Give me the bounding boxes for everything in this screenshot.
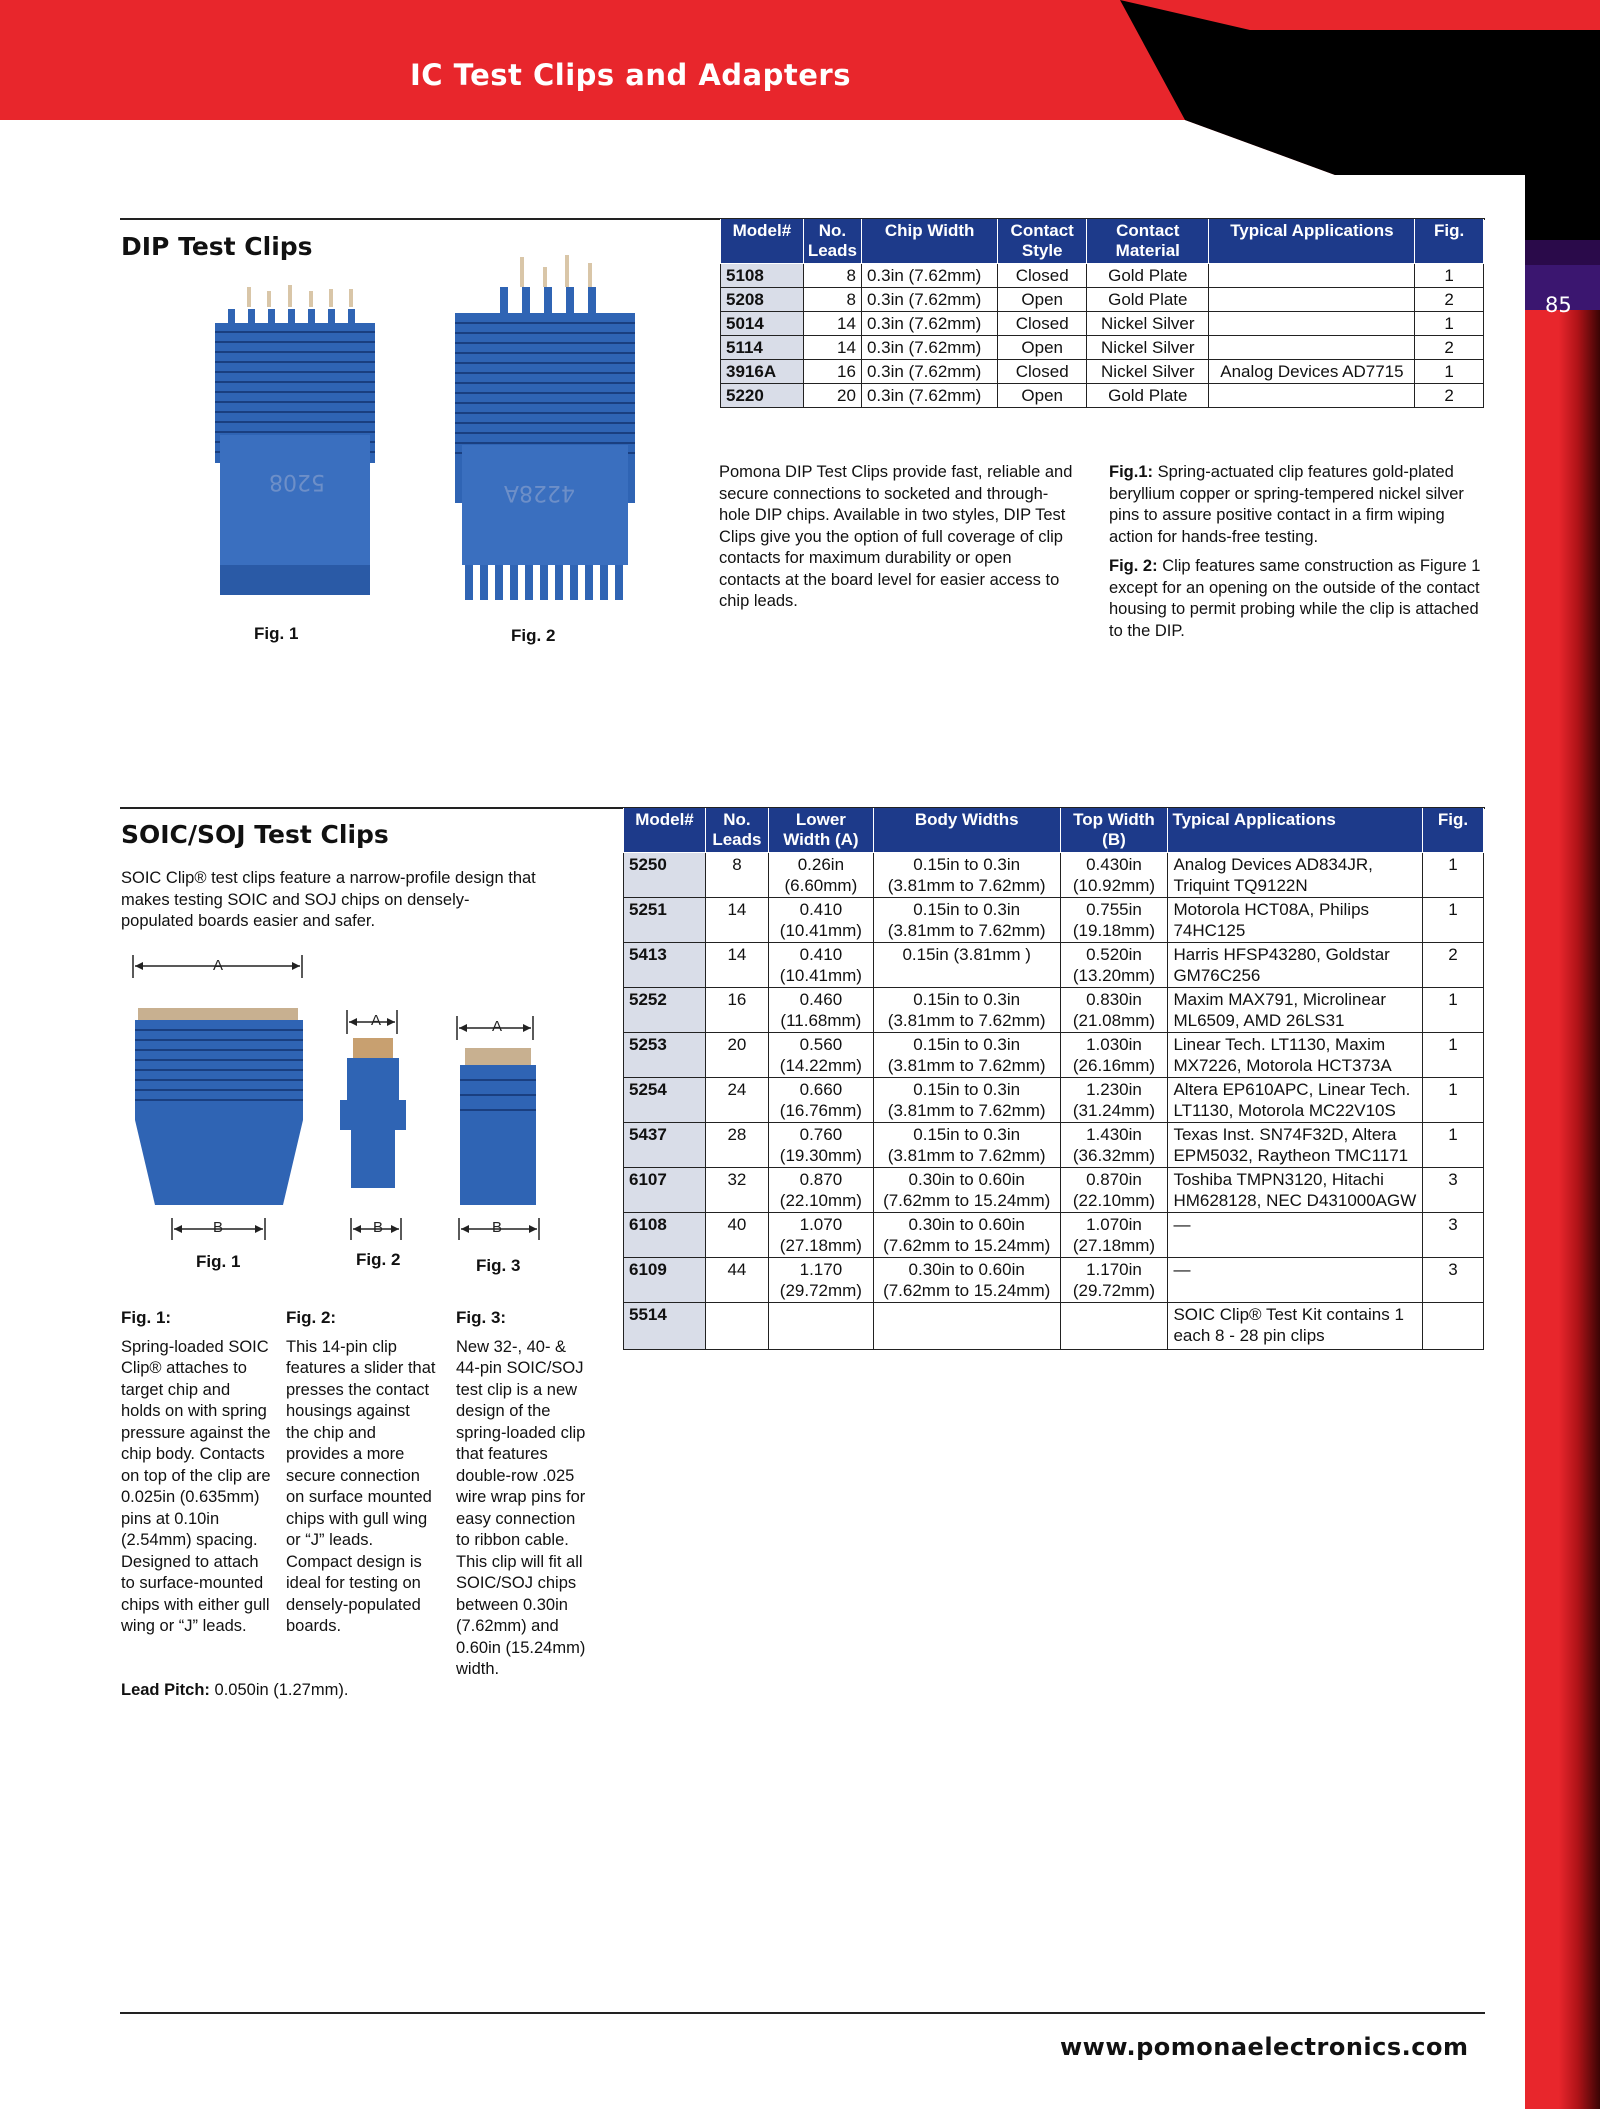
table-cell: 14 [705, 898, 768, 943]
model-cell: 5254 [624, 1078, 706, 1123]
dip-description: Pomona DIP Test Clips provide fast, reliable and secure connections to socketed and through-hole DIP chips. Available in two styles, DIP Test Clips give you the option of full coverage of clip contacts for maximum durability or open contacts at the board level for easier access to chip leads. [719, 463, 1073, 610]
clip-marking: 4228A [503, 480, 575, 505]
table-cell: 1 [1423, 988, 1484, 1033]
lead-pitch [121, 1680, 348, 1702]
table-cell [873, 1303, 1060, 1350]
footer-rule [120, 2012, 1485, 2014]
table-cell: 1.230in (31.24mm) [1060, 1078, 1168, 1123]
table-cell [705, 1303, 768, 1350]
model-cell: 5250 [624, 853, 706, 898]
table-cell: 8 [803, 288, 861, 312]
table-cell: 2 [1423, 943, 1484, 988]
table-cell: 1 [1423, 853, 1484, 898]
col-header: Fig. [1415, 219, 1484, 264]
table-cell [1209, 312, 1415, 336]
table-cell: 0.520in (13.20mm) [1060, 943, 1168, 988]
table-cell [1209, 336, 1415, 360]
table-cell: 14 [803, 312, 861, 336]
table-cell: 1.170 (29.72mm) [768, 1258, 873, 1303]
page-number: 85 [1545, 293, 1572, 317]
col-header: Top Width (B) [1060, 808, 1168, 853]
table-row [624, 1033, 1484, 1078]
dip-fig2-caption [1109, 556, 1484, 642]
page-header-title: IC Test Clips and Adapters [410, 58, 851, 92]
model-cell: 5114 [721, 336, 804, 360]
table-cell: 1 [1415, 264, 1484, 288]
table-cell: 2 [1415, 336, 1484, 360]
table-cell [1209, 384, 1415, 408]
table-cell: — [1168, 1258, 1423, 1303]
col-header: Typical Applications [1168, 808, 1423, 853]
table-cell: Nickel Silver [1087, 336, 1209, 360]
model-cell: 6107 [624, 1168, 706, 1213]
table-cell: 0.15in to 0.3in (3.81mm to 7.62mm) [873, 1078, 1060, 1123]
caption-text: Spring-actuated clip features gold-plated beryllium copper or spring-tempered nickel silver pins to assure positive contact in a firm wiping action for hands-free testing. [1109, 463, 1464, 546]
soic-fig3-caption [456, 1307, 591, 1681]
col-header: Typical Applications [1209, 219, 1415, 264]
table-cell: 1.430in (36.32mm) [1060, 1123, 1168, 1168]
col-header: Model# [624, 808, 706, 853]
soic-section-title: SOIC/SOJ Test Clips [121, 820, 389, 849]
table-cell: 1 [1415, 312, 1484, 336]
table-cell: 0.755in (19.18mm) [1060, 898, 1168, 943]
table-cell: Motorola HCT08A, Philips 74HC125 [1168, 898, 1423, 943]
table-cell: 0.410 (10.41mm) [768, 898, 873, 943]
table-cell: 0.15in (3.81mm ) [873, 943, 1060, 988]
col-header: Fig. [1423, 808, 1484, 853]
col-header: Body Widths [873, 808, 1060, 853]
table-cell: Altera EP610APC, Linear Tech. LT1130, Motorola MC22V10S [1168, 1078, 1423, 1123]
table-row [721, 336, 1484, 360]
table-cell: 8 [803, 264, 861, 288]
table-cell: 0.760 (19.30mm) [768, 1123, 873, 1168]
soic-fig2-caption [286, 1307, 436, 1638]
dip-clip-fig1-image [210, 285, 380, 605]
dim-b-label-3: B [492, 1219, 503, 1236]
col-header: Lower Width (A) [768, 808, 873, 853]
table-cell: Closed [998, 312, 1087, 336]
table-cell: Harris HFSP43280, Goldstar GM76C256 [1168, 943, 1423, 988]
model-cell: 6109 [624, 1258, 706, 1303]
col-header: Contact Style [998, 219, 1087, 264]
soic-img-caption-1: Fig. 1 [196, 1252, 241, 1271]
soic-images [125, 950, 595, 1270]
caption-label: Fig. 3: [456, 1308, 507, 1327]
table-cell: 24 [705, 1078, 768, 1123]
table-cell: 0.15in to 0.3in (3.81mm to 7.62mm) [873, 988, 1060, 1033]
dim-b-label-2: B [373, 1219, 384, 1236]
table-row [624, 1213, 1484, 1258]
table-cell: Gold Plate [1087, 384, 1209, 408]
table-cell: 0.15in to 0.3in (3.81mm to 7.62mm) [873, 1033, 1060, 1078]
table-header-row [721, 219, 1484, 264]
col-header: No. Leads [705, 808, 768, 853]
lead-pitch-value: 0.050in (1.27mm). [214, 1681, 349, 1699]
table-cell: Analog Devices AD834JR, Triquint TQ9122N [1168, 853, 1423, 898]
table-cell: 0.30in to 0.60in (7.62mm to 15.24mm) [873, 1258, 1060, 1303]
table-cell: 1.170in (29.72mm) [1060, 1258, 1168, 1303]
table-row [624, 898, 1484, 943]
table-cell: 0.26in (6.60mm) [768, 853, 873, 898]
table-cell: Open [998, 336, 1087, 360]
table-cell: SOIC Clip® Test Kit contains 1 each 8 - 28 pin clips [1168, 1303, 1423, 1350]
table-cell: 0.430in (10.92mm) [1060, 853, 1168, 898]
dip-clip-fig2-image [450, 255, 640, 615]
table-cell: 2 [1415, 288, 1484, 312]
model-cell: 5437 [624, 1123, 706, 1168]
model-cell: 5208 [721, 288, 804, 312]
table-cell: 14 [803, 336, 861, 360]
table-cell: 0.30in to 0.60in (7.62mm to 15.24mm) [873, 1168, 1060, 1213]
table-cell: 1 [1423, 1033, 1484, 1078]
table-cell [1060, 1303, 1168, 1350]
soic-img-caption-2: Fig. 2 [356, 1250, 401, 1269]
table-cell: 0.3in (7.62mm) [861, 288, 997, 312]
table-cell: 0.15in to 0.3in (3.81mm to 7.62mm) [873, 898, 1060, 943]
table-cell [1423, 1303, 1484, 1350]
table-row [721, 360, 1484, 384]
table-cell: 3 [1423, 1168, 1484, 1213]
table-cell: Texas Inst. SN74F32D, Altera EPM5032, Raytheon TMC1171 [1168, 1123, 1423, 1168]
table-row [624, 1303, 1484, 1350]
table-cell: 0.410 (10.41mm) [768, 943, 873, 988]
table-cell: 16 [803, 360, 861, 384]
col-header: Model# [721, 219, 804, 264]
table-cell: 0.3in (7.62mm) [861, 384, 997, 408]
caption-label: Fig.1: [1109, 463, 1153, 481]
table-cell: 40 [705, 1213, 768, 1258]
table-cell: 20 [803, 384, 861, 408]
table-cell: Analog Devices AD7715 [1209, 360, 1415, 384]
table-cell: 0.870 (22.10mm) [768, 1168, 873, 1213]
model-cell: 5220 [721, 384, 804, 408]
table-row [721, 264, 1484, 288]
table-cell [1209, 264, 1415, 288]
table-cell: 2 [1415, 384, 1484, 408]
table-cell: Maxim MAX791, Microlinear ML6509, AMD 26LS31 [1168, 988, 1423, 1033]
table-cell: 0.660 (16.76mm) [768, 1078, 873, 1123]
caption-label: Fig. 2: [286, 1308, 337, 1327]
table-cell: 1 [1423, 1078, 1484, 1123]
table-cell: 1 [1423, 1123, 1484, 1168]
model-cell: 5252 [624, 988, 706, 1033]
dip-img-caption-1: Fig. 1 [254, 624, 299, 643]
table-row [624, 943, 1484, 988]
clip-marking: 5208 [269, 469, 325, 494]
table-cell [1209, 288, 1415, 312]
table-cell: 1 [1415, 360, 1484, 384]
caption-text: Spring-loaded SOIC Clip® attaches to target chip and holds on with spring pressure against the chip body. Contacts on top of the clip are 0.025in (0.635mm) pins at 0.10in (2.54mm) spacing. Designed to attach to surface-mounted chips with either gull wing or “J” leads. [121, 1337, 271, 1635]
table-cell: Nickel Silver [1087, 360, 1209, 384]
soic-intro: SOIC Clip® test clips feature a narrow-profile design that makes testing SOIC and SOJ chips on densely-populated boards easier and safer. [121, 869, 536, 930]
dip-fig1-caption [1109, 462, 1484, 548]
table-row [624, 853, 1484, 898]
dim-a-label-1: A [213, 957, 224, 974]
table-cell: 1.070in (27.18mm) [1060, 1213, 1168, 1258]
soic-spec-table [623, 808, 1484, 1350]
table-cell: 1.070 (27.18mm) [768, 1213, 873, 1258]
side-bar [1525, 310, 1600, 2109]
table-cell: 0.830in (21.08mm) [1060, 988, 1168, 1033]
table-cell: 3 [1423, 1258, 1484, 1303]
table-cell: 0.3in (7.62mm) [861, 336, 997, 360]
table-cell: 28 [705, 1123, 768, 1168]
table-cell: 8 [705, 853, 768, 898]
table-cell: Toshiba TMPN3120, Hitachi HM628128, NEC D431000AGW [1168, 1168, 1423, 1213]
table-cell: Gold Plate [1087, 288, 1209, 312]
dim-a-label-2: A [371, 1012, 382, 1029]
col-header: Contact Material [1087, 219, 1209, 264]
table-cell: Linear Tech. LT1130, Maxim MX7226, Motorola HCT373A [1168, 1033, 1423, 1078]
model-cell: 5251 [624, 898, 706, 943]
table-cell: 0.3in (7.62mm) [861, 312, 997, 336]
table-cell: 0.460 (11.68mm) [768, 988, 873, 1033]
table-cell: 16 [705, 988, 768, 1033]
table-cell: Nickel Silver [1087, 312, 1209, 336]
footer-website-link[interactable]: www.pomonaelectronics.com [1060, 2033, 1469, 2061]
table-cell: 14 [705, 943, 768, 988]
table-cell [768, 1303, 873, 1350]
table-row [624, 1258, 1484, 1303]
caption-label: Fig. 1: [121, 1308, 172, 1327]
model-cell: 5514 [624, 1303, 706, 1350]
table-cell: 1.030in (26.16mm) [1060, 1033, 1168, 1078]
model-cell: 5413 [624, 943, 706, 988]
table-cell: 0.15in to 0.3in (3.81mm to 7.62mm) [873, 1123, 1060, 1168]
table-cell: 0.30in to 0.60in (7.62mm to 15.24mm) [873, 1213, 1060, 1258]
table-cell: 0.870in (22.10mm) [1060, 1168, 1168, 1213]
dip-section-title: DIP Test Clips [121, 232, 313, 261]
dim-a-label-3: A [492, 1018, 503, 1035]
table-cell: 44 [705, 1258, 768, 1303]
caption-text: New 32-, 40- & 44-pin SOIC/SOJ test clip is a new design of the spring-loaded clip that features double-row .025 wire wrap pins for easy connection to ribbon cable. This clip will fit all SOIC/SOJ chips between 0.30in (7.62mm) and 0.60in (15.24mm) width. [456, 1337, 586, 1678]
table-row [624, 1123, 1484, 1168]
table-cell: 0.560 (14.22mm) [768, 1033, 873, 1078]
table-row [624, 1078, 1484, 1123]
table-cell: 0.15in to 0.3in (3.81mm to 7.62mm) [873, 853, 1060, 898]
col-header: No. Leads [803, 219, 861, 264]
dip-spec-table [720, 219, 1484, 408]
col-header: Chip Width [861, 219, 997, 264]
caption-label: Fig. 2: [1109, 557, 1158, 575]
model-cell: 5253 [624, 1033, 706, 1078]
table-cell: 1 [1423, 898, 1484, 943]
table-cell: Gold Plate [1087, 264, 1209, 288]
table-cell: 20 [705, 1033, 768, 1078]
table-cell: 0.3in (7.62mm) [861, 264, 997, 288]
lead-pitch-label: Lead Pitch: [121, 1681, 210, 1699]
table-cell: 32 [705, 1168, 768, 1213]
table-cell: Open [998, 288, 1087, 312]
table-row [624, 1168, 1484, 1213]
model-cell: 5014 [721, 312, 804, 336]
table-cell: 0.3in (7.62mm) [861, 360, 997, 384]
table-cell: Open [998, 384, 1087, 408]
model-cell: 5108 [721, 264, 804, 288]
table-cell: Closed [998, 264, 1087, 288]
table-row [721, 312, 1484, 336]
caption-text: This 14-pin clip features a slider that presses the contact housings against the chip and provides a more secure connection on surface mounted chips with gull wing or “J” leads. Compact design is ideal for testing on densely-populated boards. [286, 1337, 436, 1635]
table-row [624, 988, 1484, 1033]
table-header-row [624, 808, 1484, 853]
table-row [721, 288, 1484, 312]
caption-text: Clip features same construction as Figure 1 except for an opening on the outside of the contact housing to permit probing while the clip is attached to the DIP. [1109, 557, 1481, 640]
table-cell: 3 [1423, 1213, 1484, 1258]
model-cell: 6108 [624, 1213, 706, 1258]
soic-img-caption-3: Fig. 3 [476, 1256, 521, 1275]
soic-fig1-caption [121, 1307, 271, 1638]
model-cell: 3916A [721, 360, 804, 384]
dip-img-caption-2: Fig. 2 [511, 626, 556, 645]
dim-b-label-1: B [213, 1219, 224, 1236]
table-cell: — [1168, 1213, 1423, 1258]
table-cell: Closed [998, 360, 1087, 384]
table-row [721, 384, 1484, 408]
